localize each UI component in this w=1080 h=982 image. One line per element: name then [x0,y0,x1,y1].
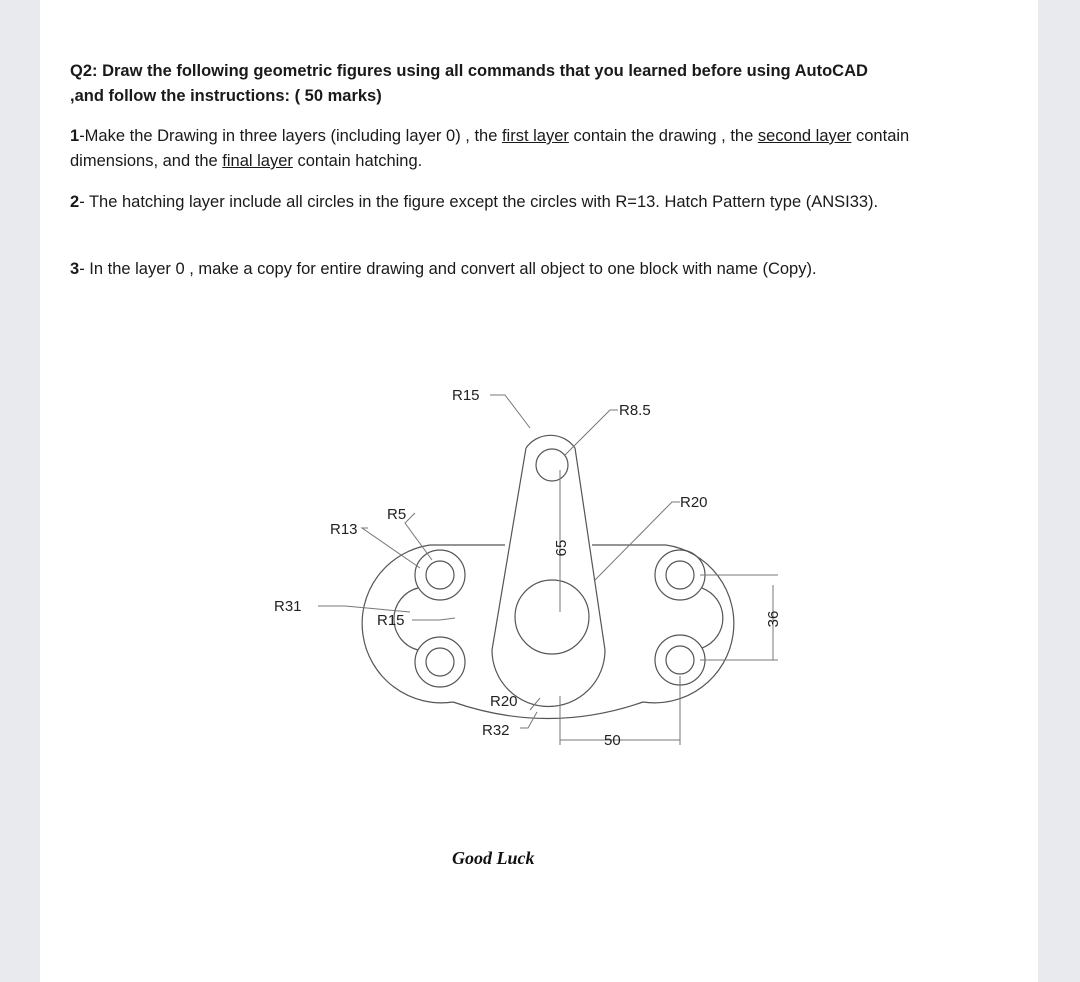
label-r13: R13 [330,521,358,538]
good-luck-text: Good Luck [452,848,535,868]
label-36: 36 [765,610,782,628]
instruction-2-number: 2 [70,193,80,211]
instruction-1-text-b: contain the drawing , the [568,127,758,145]
instruction-2-text: - The hatching layer include all circles in the figure except the circles with R=13. Hatch Pattern type (ANSI33). [79,193,879,211]
instruction-1-final-layer: final layer [222,152,293,170]
left-top-hole [426,561,454,589]
left-bottom-boss [415,637,465,687]
lever-top-hole [536,449,568,481]
left-top-boss [415,550,465,600]
instruction-3-number: 3 [70,260,80,278]
right-bottom-hole [666,646,694,674]
question-title-line1: Q2: Draw the following geometric figures using all commands that you learned before using AutoCAD [70,62,868,80]
label-65: 65 [553,539,570,557]
label-50: 50 [604,732,621,749]
leader-r8-5 [565,410,618,455]
leader-r15-top [490,395,530,428]
outline-bottom-arc [453,702,643,719]
question-title-line2: ,and follow the instructions: ( 50 marks) [70,87,382,105]
lever-top-arc [526,435,575,448]
label-r15-left: R15 [377,612,405,629]
instruction-1-number: 1 [70,127,80,145]
left-bottom-hole [426,648,454,676]
right-top-boss [655,550,705,600]
label-r5: R5 [387,506,407,523]
leader-r15-left [412,618,455,620]
label-r15-top: R15 [452,387,480,404]
instruction-1-first-layer: first layer [501,127,569,145]
label-r31: R31 [274,598,302,615]
right-top-hole [666,561,694,589]
instruction-1-second-layer: second layer [757,127,852,145]
lever-right-side [575,448,605,650]
outline-left-arc [362,545,453,703]
label-r20-bottom: R20 [490,693,518,710]
lever-left-side [492,448,526,650]
instruction-1-text-d: contain hatching. [292,152,423,170]
label-r20-right: R20 [680,494,708,511]
label-r8-5: R8.5 [619,402,651,419]
right-boss-link [702,588,723,648]
label-r32: R32 [482,722,510,739]
instruction-3-text: - In the layer 0 , make a copy for entire drawing and convert all object to one block with name (Copy). [79,260,817,278]
outline-right-arc [643,545,734,703]
instruction-1-text-c: contain dimensions, and the [70,127,910,170]
center-hole [515,580,589,654]
geometry [362,435,734,718]
leader-r32 [520,712,537,728]
dimension-lines [318,395,778,745]
instruction-1-text-a: -Make the Drawing in three layers (including layer 0) , the [79,127,502,145]
